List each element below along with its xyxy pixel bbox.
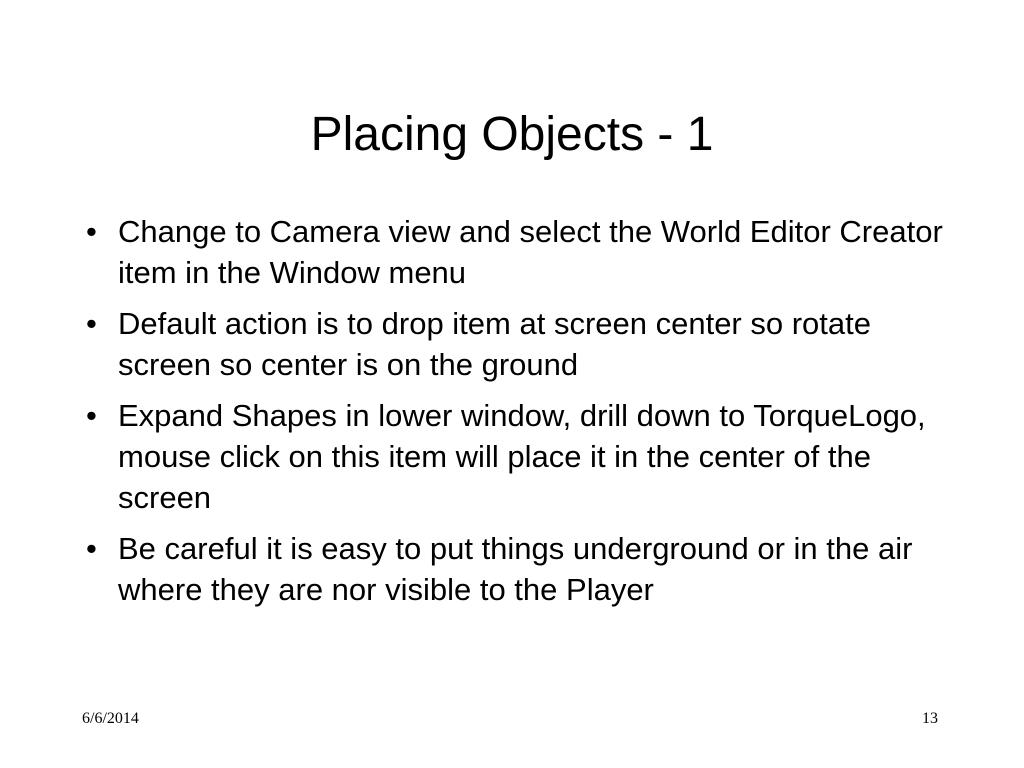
bullet-text: Expand Shapes in lower window, drill down to TorqueLogo, mouse click on this item will place it in the center of the screen [118,398,926,515]
slide-title: Placing Objects - 1 [310,108,714,161]
bullet-marker: • [86,398,97,433]
footer-date: 6/6/2014 [82,710,139,727]
bullet-item [80,211,950,293]
bullet-marker: • [86,214,97,249]
bullet-item [80,528,950,610]
bullet-text: Default action is to drop item at screen center so rotate screen so center is on the ground [118,306,871,382]
bullet-list [80,211,950,620]
bullet-item [80,303,950,385]
bullet-text: Change to Camera view and select the World Editor Creator item in the Window menu [118,214,943,290]
bullet-marker: • [86,531,97,566]
footer-page-number: 13 [922,710,938,727]
bullet-item [80,395,950,518]
bullet-text: Be careful it is easy to put things underground or in the air where they are nor visible to the Player [118,531,913,607]
bullet-marker: • [86,306,97,341]
